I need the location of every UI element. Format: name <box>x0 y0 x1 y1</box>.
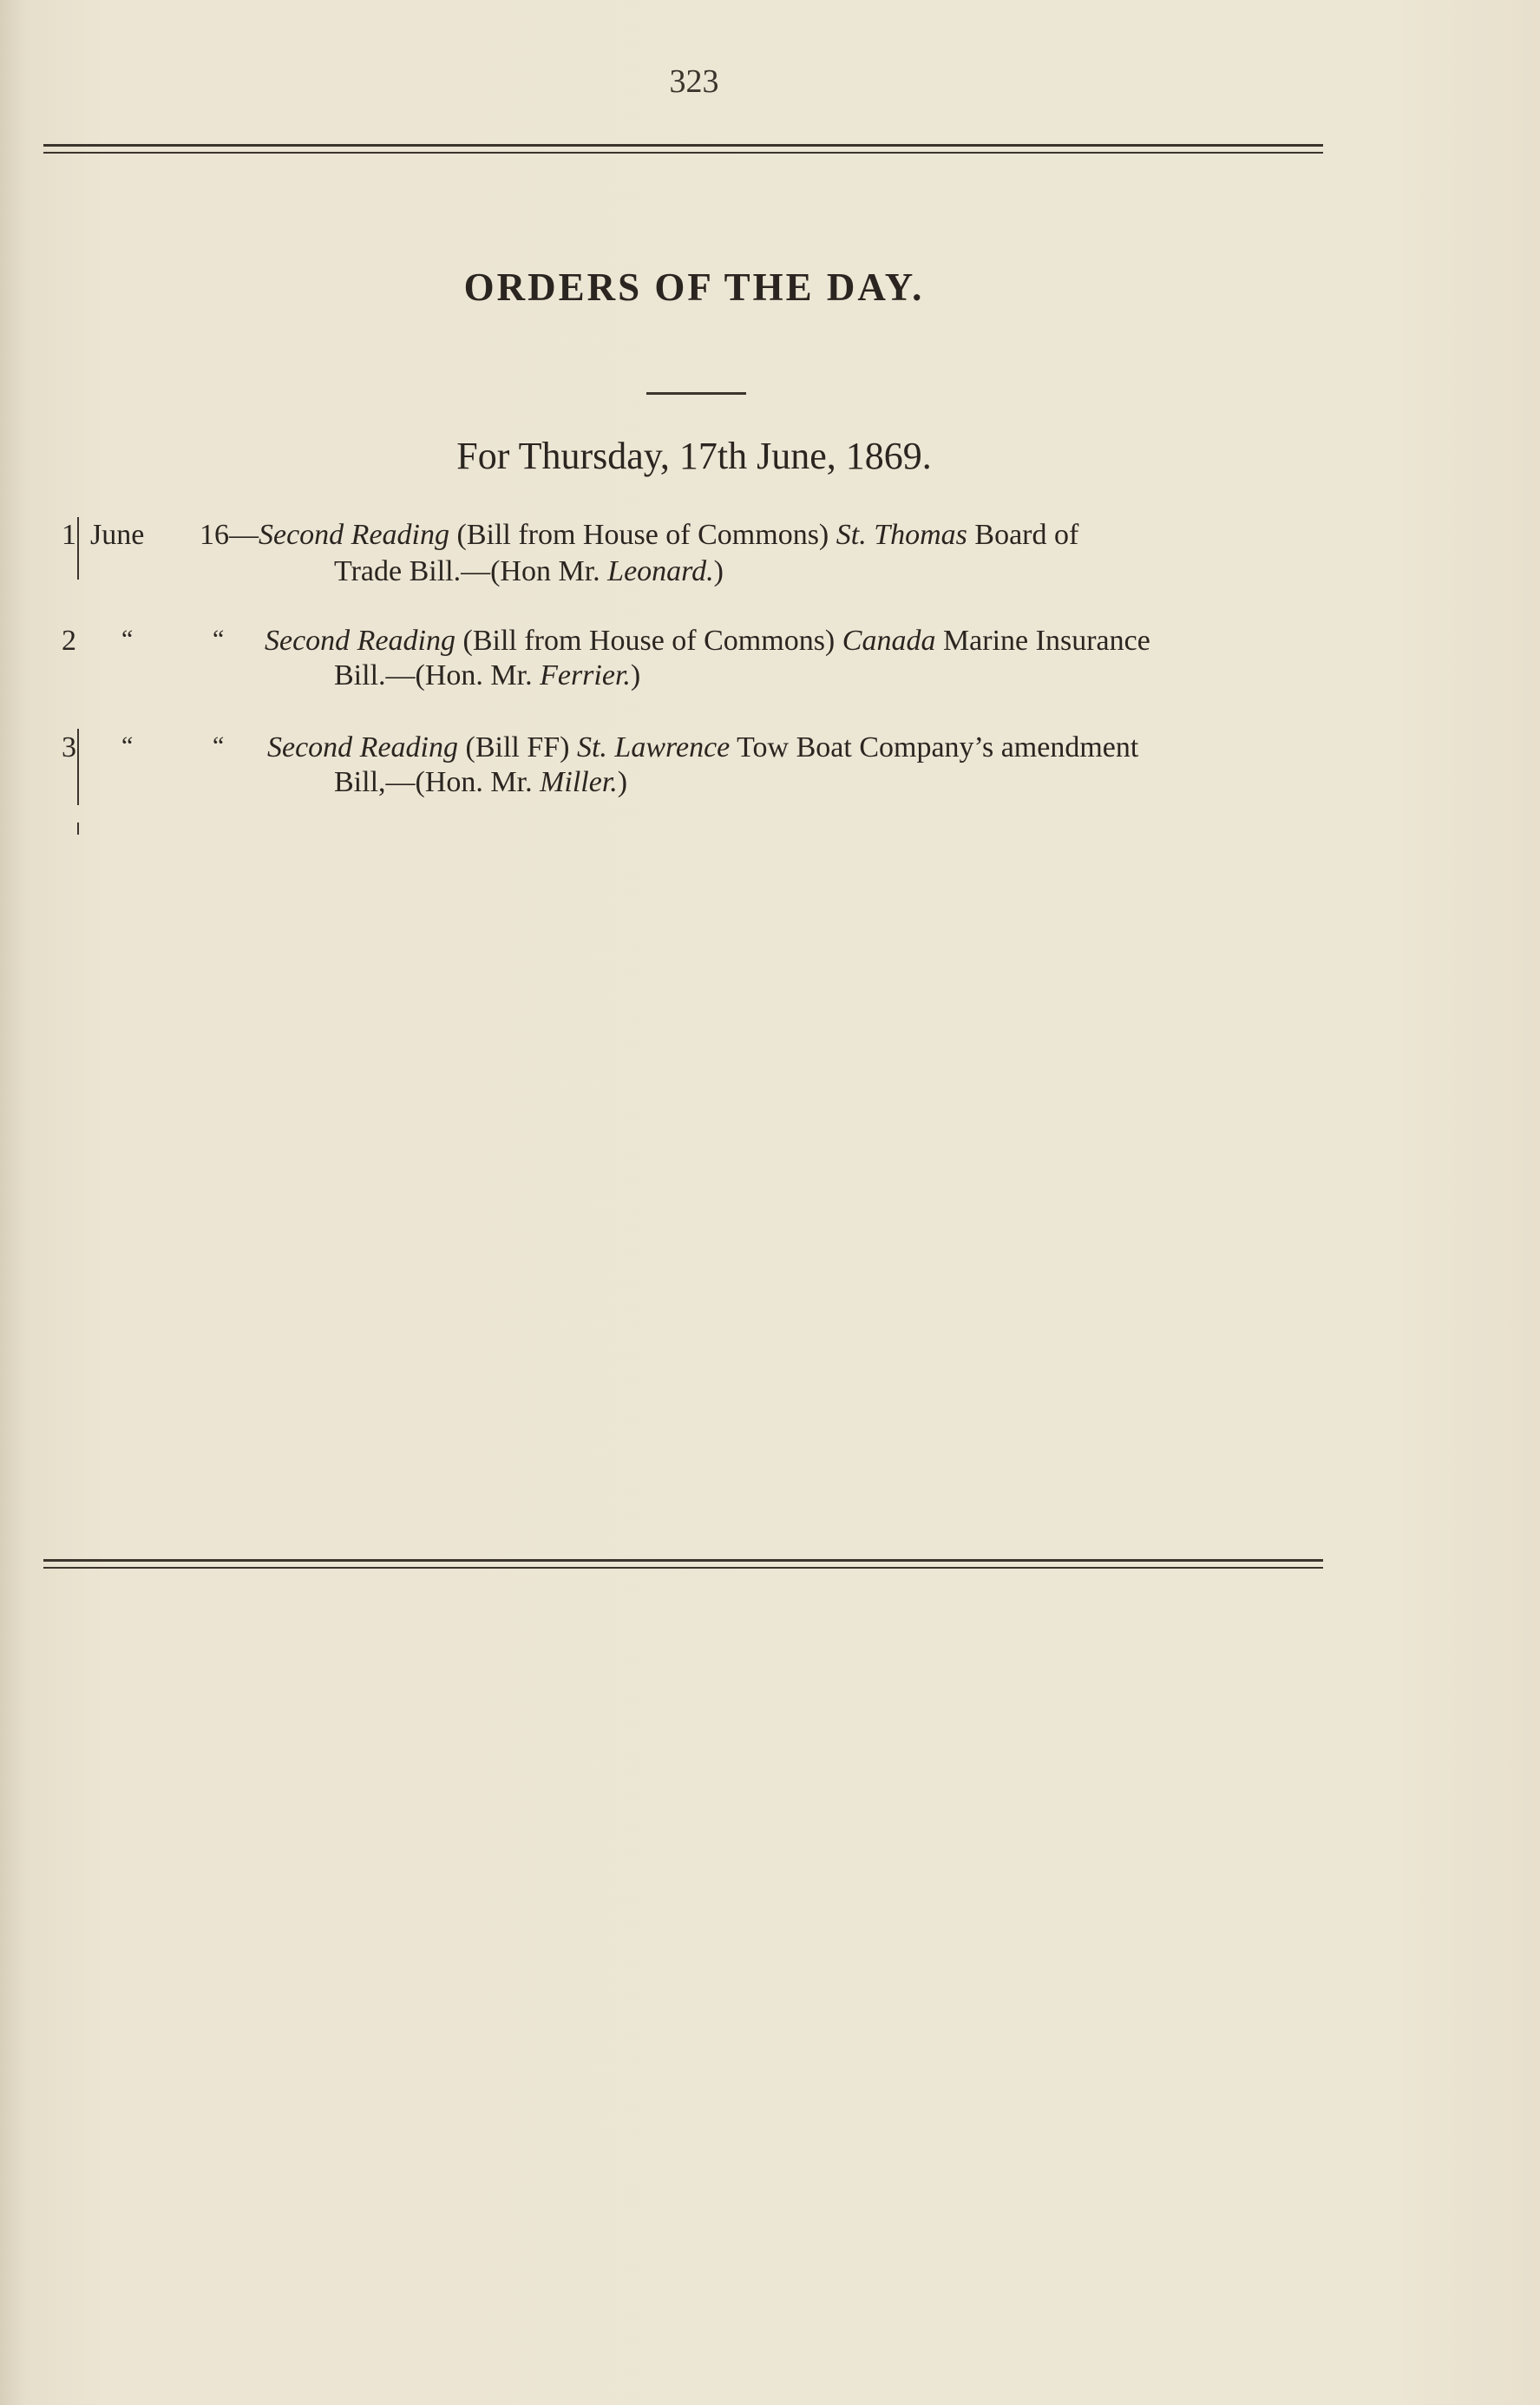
ditto-mark: “ <box>121 625 134 653</box>
item-reading: Second Reading <box>265 625 455 657</box>
item-reading: Second Reading <box>259 519 449 551</box>
item-member: Leonard. <box>607 555 714 587</box>
page-number: 323 <box>669 63 719 100</box>
date-line: For Thursday, 17th June, 1869. <box>456 435 932 477</box>
item-close: ) <box>630 659 641 691</box>
item-close: ) <box>713 555 724 587</box>
item-line1-rest: Board of <box>967 519 1079 551</box>
top-double-rule <box>43 144 1323 156</box>
item-place: Canada <box>842 625 936 657</box>
item-line-1 <box>267 731 1138 764</box>
item-number: 3 <box>62 731 76 763</box>
margin-bar <box>77 517 79 580</box>
item-line-1 <box>200 519 1078 552</box>
heading-underline <box>646 392 746 395</box>
item-line-2 <box>334 766 627 799</box>
item-number: 1 <box>62 519 76 551</box>
item-source: (Bill from House of Commons) <box>455 625 842 657</box>
item-line-2 <box>334 659 640 692</box>
item-line1-rest: Tow Boat Company’s amendment <box>730 731 1139 763</box>
item-place: St. Lawrence <box>576 731 731 763</box>
margin-bar <box>77 822 79 835</box>
ditto-mark: “ <box>213 731 225 760</box>
item-reading: Second Reading <box>267 731 458 763</box>
item-member: Ferrier. <box>540 659 631 691</box>
item-line1-rest: Marine Insurance <box>935 625 1150 657</box>
item-member: Miller. <box>540 766 618 798</box>
item-source: (Bill from House of Commons) <box>449 519 836 551</box>
item-day-prefix: 16— <box>200 519 259 551</box>
item-line-1 <box>265 625 1150 658</box>
ditto-mark: “ <box>121 731 134 760</box>
ditto-mark: “ <box>213 625 225 653</box>
item-date: June <box>90 519 145 551</box>
item-title: Bill,—(Hon. Mr. <box>334 766 541 798</box>
page-heading: ORDERS OF THE DAY. <box>463 265 925 309</box>
item-title: Trade Bill.—(Hon Mr. <box>334 555 608 587</box>
margin-bar <box>77 729 79 805</box>
item-place: St. Thomas <box>836 519 967 551</box>
item-source: (Bill FF) <box>458 731 577 763</box>
bottom-double-rule <box>43 1559 1323 1571</box>
item-close: ) <box>617 766 628 798</box>
item-title: Bill.—(Hon. Mr. <box>334 659 541 691</box>
item-number: 2 <box>62 625 76 657</box>
item-line-2 <box>334 555 724 588</box>
